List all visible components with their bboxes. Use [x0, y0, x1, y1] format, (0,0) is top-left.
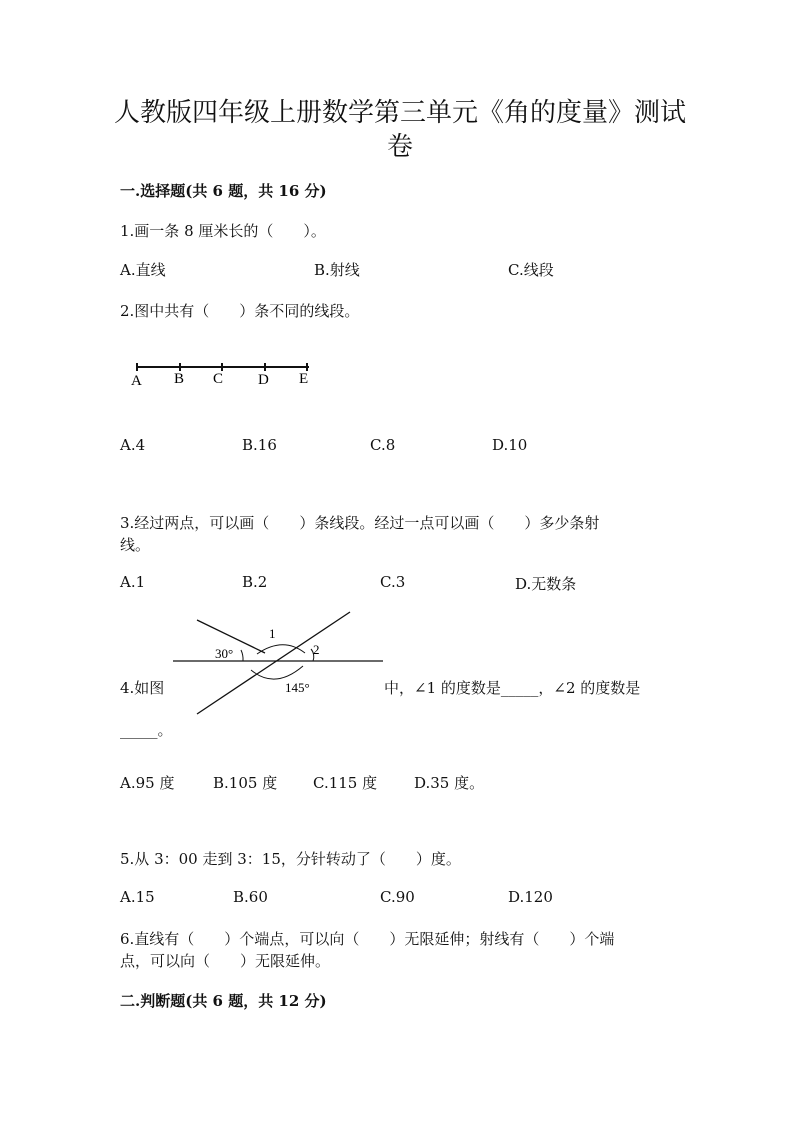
question-3-line2: 线。	[120, 536, 151, 554]
q4-option-b: B.105 度	[213, 774, 278, 792]
q5-option-c: C.90	[380, 888, 415, 906]
q1-option-c: C.线段	[508, 261, 554, 279]
question-5-text: 5.从 3：00 走到 3：15，分针转动了（ ）度。	[120, 850, 461, 868]
q4-option-d: D.35 度。	[414, 774, 485, 792]
q5-option-d: D.120	[508, 888, 553, 906]
q2-option-a: A.4	[120, 436, 146, 454]
question-3-line1: 3.经过两点，可以画（ ）条线段。经过一点可以画（ ）多少条射	[120, 514, 600, 532]
q3-option-b: B.2	[242, 573, 268, 591]
section-heading-choice: 一.选择题(共 6 题，共 16 分)	[120, 182, 327, 200]
q5-option-b: B.60	[233, 888, 268, 906]
q5-option-a: A.15	[120, 888, 155, 906]
question-4-line2: _____。	[120, 721, 173, 739]
q2-option-d: D.10	[492, 436, 528, 454]
question-6-line1: 6.直线有（ ）个端点，可以向（ ）无限延伸；射线有（ ）个端	[120, 930, 615, 948]
q4-option-c: C.115 度	[313, 774, 378, 792]
q3-option-d: D.无数条	[515, 575, 577, 593]
page-title-line1: 人教版四年级上册数学第三单元《角的度量》测试	[113, 98, 686, 128]
question-4-prefix: 4.如图	[120, 679, 165, 697]
question-4-suffix: 中，∠1 的度数是_____，∠2 的度数是	[384, 679, 641, 697]
q2-option-c: C.8	[370, 436, 396, 454]
question-1-text: 1.画一条 8 厘米长的（ ）。	[120, 222, 326, 240]
q1-option-b: B.射线	[314, 261, 360, 279]
angle-label-145: 145°	[285, 680, 310, 695]
angle-figure	[165, 608, 390, 718]
angle-label-30: 30°	[215, 646, 234, 661]
section-heading-judgement: 二.判断题(共 6 题，共 12 分)	[120, 992, 327, 1010]
question-6-line2: 点，可以向（ ）无限延伸。	[120, 952, 331, 970]
page-title-line2: 卷	[386, 132, 413, 162]
angle-label-1: 1	[269, 626, 276, 641]
q3-option-c: C.3	[380, 573, 406, 591]
point-label-a: A	[131, 373, 142, 389]
point-label-d: D	[258, 372, 269, 388]
q4-option-a: A.95 度	[120, 774, 175, 792]
angle-label-2: 2	[313, 642, 320, 657]
q3-option-a: A.1	[120, 573, 146, 591]
point-label-c: C	[213, 371, 224, 387]
question-2-text: 2.图中共有（ ）条不同的线段。	[120, 302, 360, 320]
point-label-e: E	[299, 371, 309, 387]
segment-figure	[125, 355, 325, 395]
point-label-b: B	[174, 371, 185, 387]
q2-option-b: B.16	[242, 436, 277, 454]
q1-option-a: A.直线	[120, 261, 166, 279]
